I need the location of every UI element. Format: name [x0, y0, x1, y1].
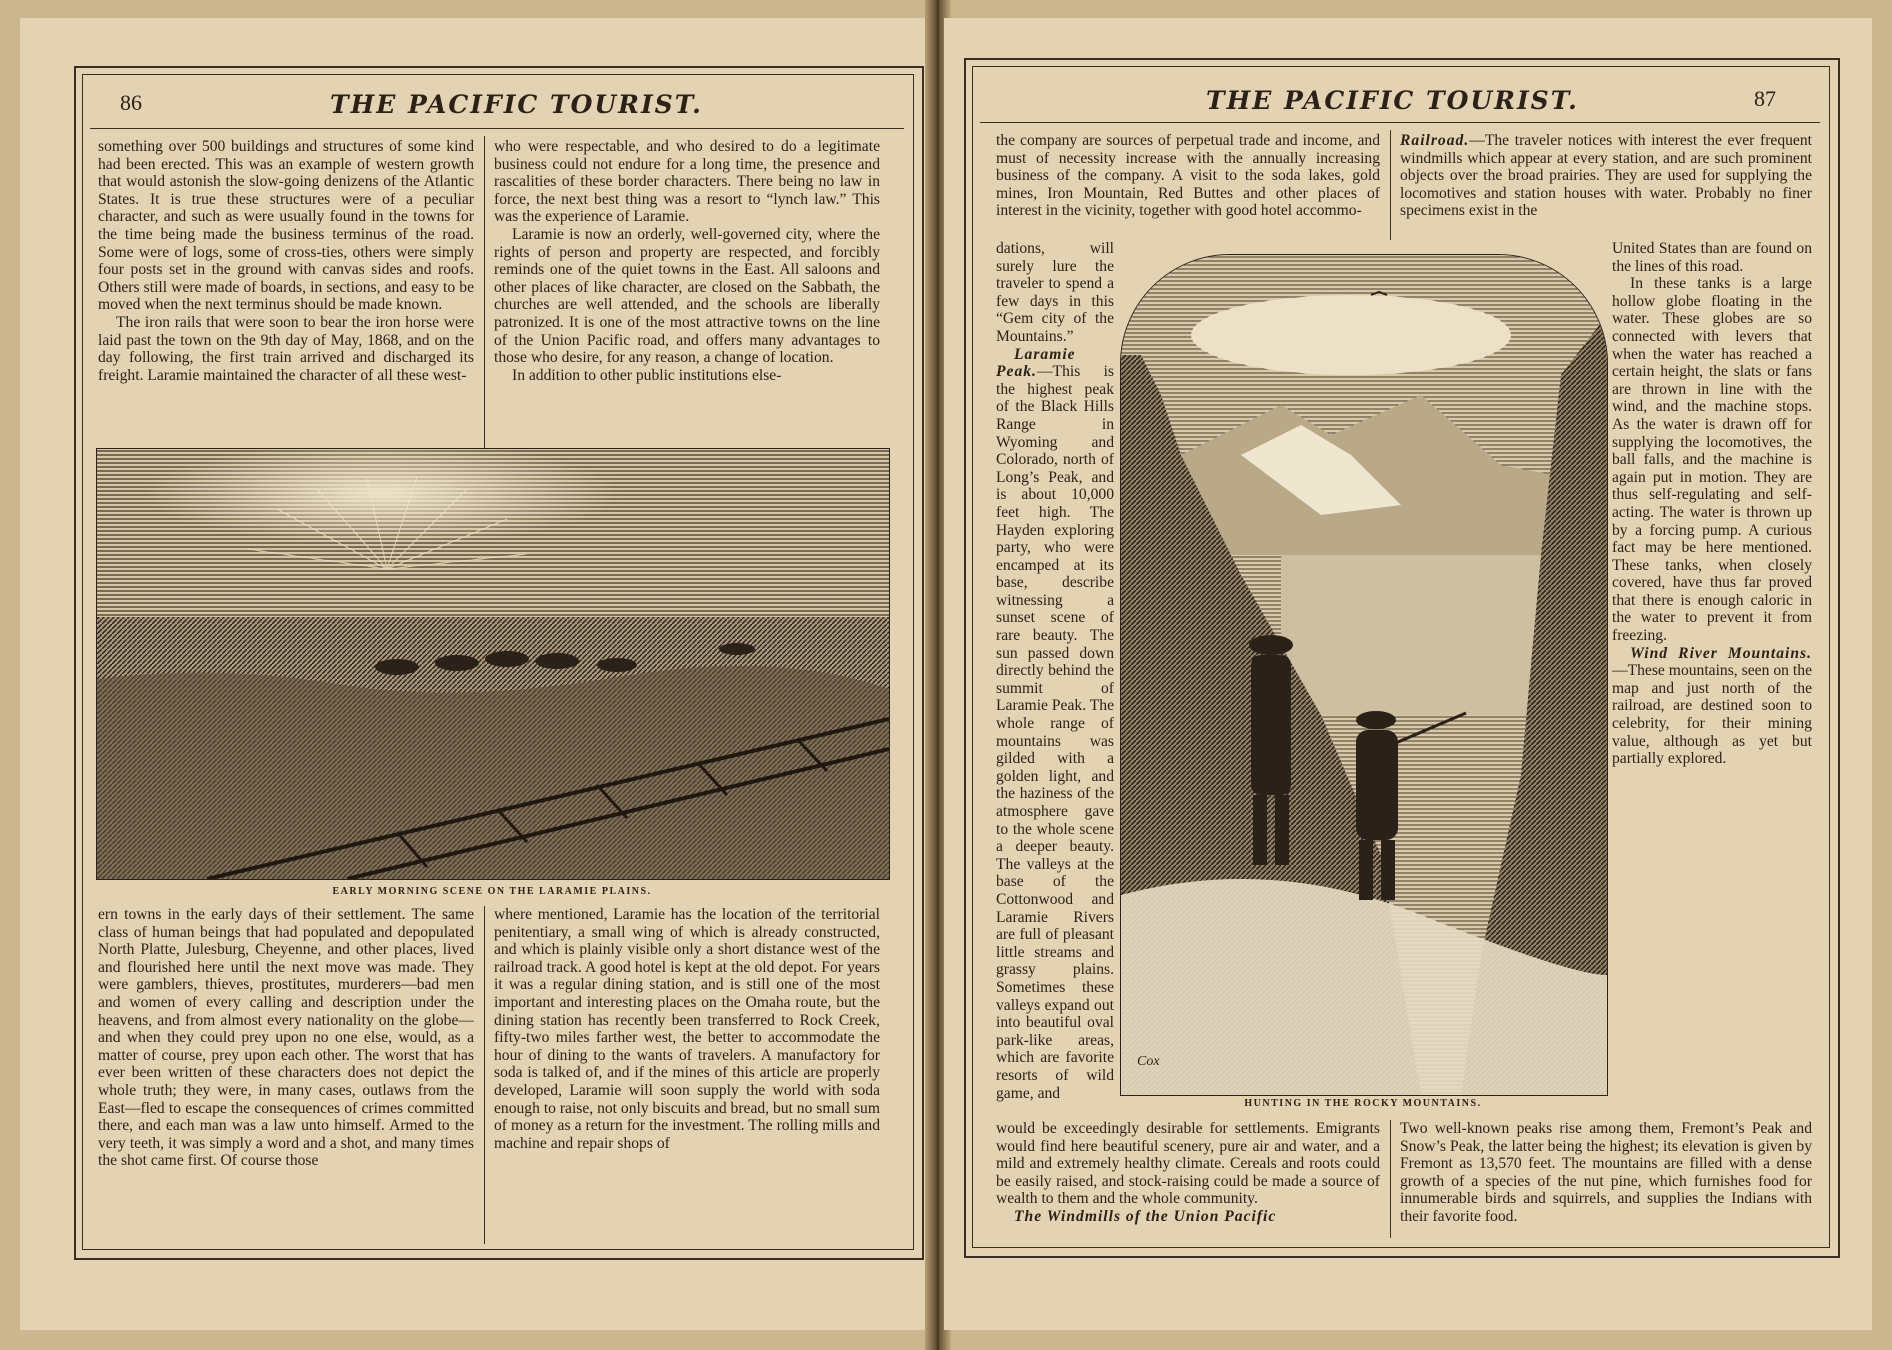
section-heading: Laramie Peak.	[996, 345, 1076, 381]
paragraph: The iron rails that were soon to bear the iron horse were laid past the town on the 9th day of May, 1868, and on the day following, the first train arrived and discharged its freight. Laramie maintained the character of all these west-	[98, 313, 474, 384]
column-divider	[1390, 1120, 1391, 1238]
illustration-caption: HUNTING IN THE ROCKY MOUNTAINS.	[1244, 1098, 1482, 1109]
text-column-bottom-left	[98, 906, 474, 1244]
page-number: 86	[120, 90, 142, 115]
paragraph: —These mountains, seen on the map and just north of the railroad, are destined soon to celebrity, for their mining value, although as yet but partially explored.	[1612, 662, 1812, 768]
paragraph: ern towns in the early days of their settlement. The same class of human beings that had populated and depopulated North Platte, Julesburg, Cheyenne, and other places, lived and flourished here until the next move was made. They were gamblers, thieves, prostitutes, murderers—bad men and women of every calling and description under the heavens, and from almost every nationality on the globe—and when they could prey upon no one else, would, as a matter of course, prey upon each other. The worst that has ever been written of these characters does not depict the whole truth; they were, in many cases, outlaws from the East—fled to escape the consequences of crimes committed there, and each man was a law unto himself. Armed to the very teeth, it was simply a word and a shot, and many times the shot came first. Of course those	[98, 906, 474, 1170]
section-heading: Wind River Mountains.	[1630, 644, 1812, 662]
paragraph: where mentioned, Laramie has the location of the territorial penitentiary, a small wing of which is already constructed, and which is plainly visible only a short distance west of the railroad track. A good hotel is kept at the old depot. For years it was a regular dining station, and is still one of the most important and interesting places on the Omaha route, but the dining station has recently been transferred to Rock Creek, fifty-two miles farther west, the better to accommodate the hour of dining to the wants of travelers. A manufactory for soda is talked of, and if the mines of this article are properly developed, Laramie will soon supply the world with soda enough to raise, not only biscuits and bread, but no small sum of money as a return for the investment. The rolling mills and machine and repair shops of	[494, 906, 880, 1152]
paragraph: In these tanks is a large hollow globe floating in the water. These globes are so connected with levers that when the water has reached a certain height, the slats or fans are thrown in line with the wind, and the machine stops. As the water is drawn off for supplying the locomotives, the ball falls, and the machine is again put in motion. They are thus self-regulating and self-acting. The water is thrown up by a forcing pump. A curious fact may be here mentioned. These tanks, when closely covered, have thus far proved that there is enough caloric in the water to prevent it from freezing.	[1612, 275, 1812, 645]
column-divider	[1390, 130, 1391, 240]
illustration-caption: EARLY MORNING SCENE ON THE LARAMIE PLAINS.	[332, 886, 652, 897]
text-column-top-left	[996, 132, 1380, 240]
text-column-bottom-left	[996, 1120, 1380, 1244]
running-title: THE PACIFIC TOURIST.	[330, 90, 703, 119]
section-heading: The Windmills of the Union Pacific	[1014, 1207, 1277, 1225]
running-title: THE PACIFIC TOURIST.	[1206, 86, 1579, 115]
header-rule	[980, 122, 1820, 123]
paragraph: United States than are found on the lines of this road.	[1612, 240, 1812, 275]
text-column-bottom-right	[494, 906, 880, 1244]
paragraph: something over 500 buildings and structures of some kind had been erected. This was an example of western growth that would astonish the slow-going denizens of the Atlantic States. It is true these structures were of a peculiar character, and such as were usually found in the towns for the time being made the business terminus of the road. Some were of logs, some of cross-ties, others were simply four posts set in the ground with canvas sides and roofs. Others still were made of boards, in sections, and easy to be moved when the next terminus should be made known.	[98, 138, 474, 314]
paragraph: Two well-known peaks rise among them, Fremont’s Peak and Snow’s Peak, the latter being the highest; its elevation is given by Fremont as 13,570 feet. The mountains are filled with a dense growth of a species of the nut pine, which furnishes food for innumerable birds and squirrels, and supplies the Indians with their favorite food.	[1400, 1120, 1812, 1225]
paragraph: Laramie is now an orderly, well-governed city, where the rights of person and property are respected, and forcibly reminds one of the quiet towns in the East. All saloons and other places of like character, are closed on the Sabbath, the churches are well attended, and the schools are liberally patronized. It is one of the most attractive towns on the line of the Union Pacific road, and offers many advantages to those who desire, for any reason, a change of location.	[494, 225, 880, 367]
text-column-top-right	[494, 138, 880, 462]
text-column-bottom-right	[1400, 1120, 1812, 1244]
header-rule	[90, 128, 904, 129]
illustration-laramie-plains	[96, 448, 890, 880]
paragraph: would be exceedingly desirable for settlements. Emigrants would find here beautiful scenery, pure air and water, and a mild and extremely healthy climate. Cereals and roots could be easily raised, and stock-raising could be made a source of wealth to them and the whole community.	[996, 1120, 1380, 1208]
text-column-narrow-left	[996, 240, 1114, 1120]
right-page	[944, 18, 1872, 1330]
column-divider	[484, 136, 485, 462]
paragraph: dations, will surely lure the traveler to spend a few days in this “Gem city of the Mountains.”	[996, 240, 1114, 345]
paragraph: —The traveler notices with interest the ever frequent windmills which appear at every station, and are such prominent objects over the broad prairies. They are used for supplying the locomotives and station houses with water. Probably no finer specimens exist in the	[1400, 132, 1812, 220]
column-divider	[484, 906, 485, 1244]
paragraph: who were respectable, and who desired to do a legitimate business could not endure for a long time, the presence and rascalities of these border characters. There being no law in force, the next best thing was a resort to “lynch law.” This was the experience of Laramie.	[494, 138, 880, 226]
page-number: 87	[1754, 86, 1776, 111]
section-heading: Railroad.	[1400, 132, 1470, 149]
paragraph: the company are sources of perpetual trade and income, and must of necessity increase with the annually increasing business of the company. A visit to the soda lakes, gold mines, Iron Mountain, Red Buttes and other places of interest in the vicinity, together with good hotel accommo-	[996, 132, 1380, 220]
text-column-narrow-right	[1612, 240, 1812, 1120]
text-column-top-left	[98, 138, 474, 462]
paragraph: —This is the highest peak of the Black Hills Range in Wyoming and Colorado, north of Long’s Peak, and is about 10,000 feet high. The Hayden exploring party, who were encamped at its base, describe witnessing a sunset scene of rare beauty. The sun passed down directly behind the summit of Laramie Peak. The whole range of mountains was gilded with a golden light, and the haziness of the atmosphere gave to the whole scene a deeper beauty. The valleys at the base of the Cottonwood and Laramie Rivers are full of pleasant little streams and grassy plains. Sometimes these valleys expand out into beautiful oval park-like areas, which are favorite resorts of wild game, and	[996, 363, 1114, 1102]
text-column-top-right	[1400, 132, 1812, 240]
left-page	[20, 18, 932, 1330]
illustration-hunting-rocky-mountains	[1120, 254, 1608, 1096]
artist-signature: Cox	[1137, 1054, 1160, 1069]
paragraph: In addition to other public institutions else-	[512, 366, 782, 384]
